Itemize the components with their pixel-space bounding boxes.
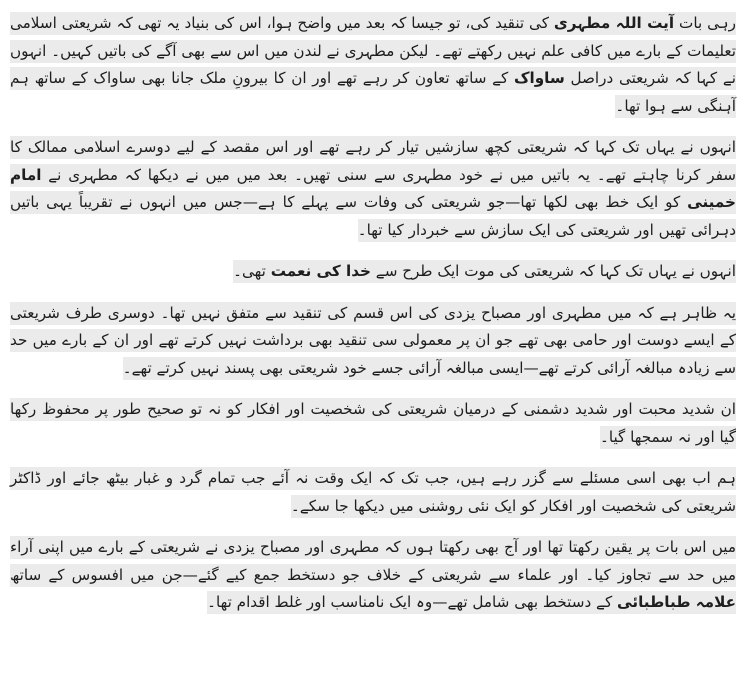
bold-name-khomeini: امام خمینی [10, 165, 736, 211]
paragraph-7: میں اس بات پر یقین رکھتا تھا اور آج بھی رکھتا ہوں کہ مطہری اور مصباح یزدی نے شریعتی کے بارے میں اپنی آراء میں حد سے تجاوز کیا۔ اور علماء سے شریعتی کے خلاف جو دستخط جمع کیے گئے—جن میں افسوس کے ساتھ علامہ طباطبائی کے دستخط بھی شامل تھے—وہ ایک نامناسب اور غلط اقدام تھا۔ [10, 534, 736, 617]
bold-phrase-blessing: خدا کی نعمت [270, 262, 371, 280]
paragraph-6: ہم اب بھی اسی مسئلے سے گزر رہے ہیں، جب تک کہ ایک وقت نہ آئے جب تمام گرد و غبار بیٹھ جائے اور ڈاکٹر شریعتی کی شخصیت اور افکار کو ایک نئی روشنی میں دیکھا جا سکے۔ [10, 465, 736, 520]
bold-name-mutahhari: آیت اللہ مطہری [553, 14, 675, 32]
paragraph-3: انہوں نے یہاں تک کہا کہ شریعتی کی موت ایک طرح سے خدا کی نعمت تھی۔ [10, 258, 736, 286]
bold-name-tabatabai: علامہ طباطبائی [617, 593, 736, 611]
paragraph-2: انہوں نے یہاں تک کہا کہ شریعتی کچھ سازشیں تیار کر رہے تھے اور اس مقصد کے لیے دوسرے اسلامی ممالک کا سفر کرنا چاہتے تھے۔ یہ باتیں میں نے خود مطہری سے سنی تھیں۔ بعد میں میں نے دیکھا کہ مطہری نے امام خمینی کو ایک خط بھی لکھا تھا—جو شریعتی کی وفات سے پہلے کا ہے—جس میں انہوں نے تقریباً یہی باتیں دہرائی تھیں اور شریعتی کی ایک سازش سے خبردار کیا تھا۔ [10, 134, 736, 244]
paragraph-4: یہ ظاہر ہے کہ میں مطہری اور مصباح یزدی کی اس قسم کی تنقید سے متفق نہیں تھا۔ دوسری طرف شریعتی کے ایسے دوست اور حامی بھی تھے جو ان پر معمولی سی تنقید بھی برداشت نہیں کرتے تھے اور ان کے بارے میں حد سے زیادہ مبالغہ آرائی کرتے تھے—ایسی مبالغہ آرائی جسے خود شریعتی بھی پسند نہیں کرتے تھے۔ [10, 300, 736, 383]
paragraph-1: رہی بات آیت اللہ مطہری کی تنقید کی، تو جیسا کہ بعد میں واضح ہوا، اس کی بنیاد یہ تھی کہ شریعتی اسلامی تعلیمات کے بارے میں کافی علم نہیں رکھتے تھے۔ لیکن مطہری نے لندن میں اس سے بھی آگے کی باتیں کہیں۔ انہوں نے کہا کہ شریعتی دراصل ساواک کے ساتھ تعاون کر رہے تھے اور ان کا بیرونِ ملک جانا بھی ساواک کے ساتھ ہم آہنگی سے ہوا تھا۔ [10, 10, 736, 120]
bold-name-savak: ساواک [513, 69, 565, 87]
paragraph-5: ان شدید محبت اور شدید دشمنی کے درمیان شریعتی کی شخصیت اور افکار کو نہ تو صحیح طور پر محفوظ رکھا گیا اور نہ سمجھا گیا۔ [10, 396, 736, 451]
